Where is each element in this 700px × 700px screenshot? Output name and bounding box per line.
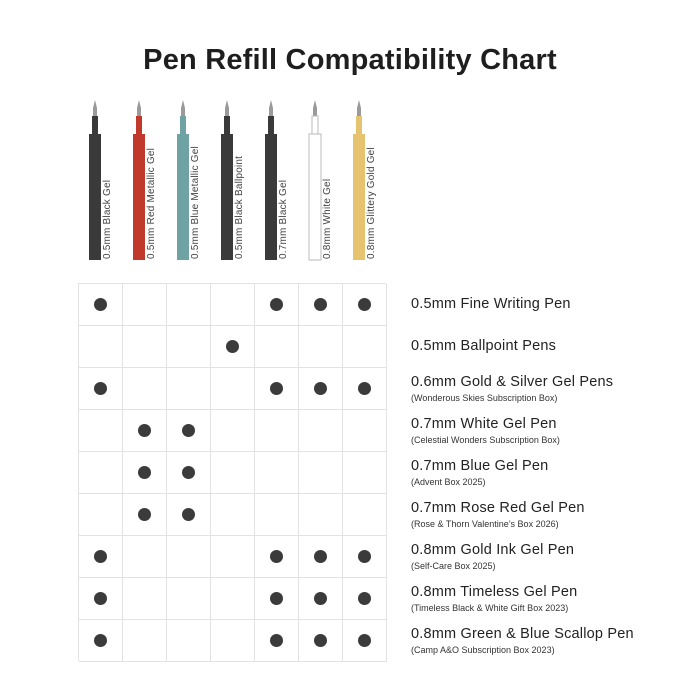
pen-row-label [411, 500, 696, 529]
refill-label: 0.7mm Black Gel [278, 179, 289, 259]
grid-cell [211, 578, 255, 620]
refill-body [353, 134, 365, 260]
compatible-dot [138, 508, 151, 521]
grid-cell [79, 452, 123, 494]
refill-4 [212, 100, 256, 270]
refill-7 [344, 100, 388, 270]
grid-cell [211, 494, 255, 536]
refill-illustration [132, 100, 146, 265]
pen-name: 0.8mm Green & Blue Scallop Pen [411, 625, 634, 642]
grid-cell [343, 284, 387, 326]
grid-cell [79, 368, 123, 410]
compatible-dot [314, 382, 327, 395]
refill-illustration [352, 100, 366, 265]
refill-tip [313, 100, 317, 116]
pen-name: 0.5mm Ballpoint Pens [411, 338, 557, 354]
compatible-dot [94, 382, 107, 395]
refill-neck [92, 116, 98, 134]
refill-6 [300, 100, 344, 270]
pen-name: 0.7mm Rose Red Gel Pen [411, 499, 585, 516]
grid-cell [79, 578, 123, 620]
pen-name: 0.7mm White Gel Pen [411, 415, 557, 432]
refill-body [265, 134, 277, 260]
compatible-dot [94, 592, 107, 605]
compatible-dot [314, 298, 327, 311]
refill-label: 0.5mm Blue Metallic Gel [190, 146, 201, 259]
compatible-dot [270, 592, 283, 605]
grid-cell [255, 368, 299, 410]
refill-body [221, 134, 233, 260]
grid-cell [255, 452, 299, 494]
grid-cell [123, 536, 167, 578]
grid-cell [123, 284, 167, 326]
refill-illustration [220, 100, 234, 265]
refill-tip [357, 100, 361, 116]
compatible-dot [270, 382, 283, 395]
compatible-dot [314, 550, 327, 563]
compatible-dot [182, 424, 195, 437]
compatible-dot [314, 592, 327, 605]
grid-cell [123, 452, 167, 494]
pen-source-box: (Camp A&O Subscription Box 2023) [411, 644, 555, 655]
refill-label: 0.8mm White Gel [322, 178, 333, 259]
compatible-dot [94, 550, 107, 563]
grid-cell [79, 410, 123, 452]
pen-name: 0.5mm Fine Writing Pen [411, 296, 571, 312]
grid-cell [79, 620, 123, 662]
compatible-dot [358, 634, 371, 647]
refill-neck [136, 116, 142, 134]
grid-cell [79, 284, 123, 326]
pen-row-label [411, 626, 696, 655]
refill-body [133, 134, 145, 260]
pen-name: 0.8mm Gold Ink Gel Pen [411, 541, 575, 558]
grid-cell [211, 410, 255, 452]
refill-3 [168, 100, 212, 270]
pen-row-label [411, 542, 696, 571]
grid-cell [255, 620, 299, 662]
grid-cell [123, 494, 167, 536]
grid-cell [299, 620, 343, 662]
compatible-dot [94, 634, 107, 647]
refill-label: 0.5mm Red Metallic Gel [146, 147, 157, 259]
refill-body [177, 134, 189, 260]
grid-cell [255, 578, 299, 620]
refill-1 [80, 100, 124, 270]
grid-cell [79, 536, 123, 578]
refill-label: 0.8mm Glittery Gold Gel [366, 147, 377, 259]
grid-cell [343, 620, 387, 662]
pen-source-box: (Wonderous Skies Subscription Box) [411, 392, 558, 403]
grid-cell [299, 326, 343, 368]
refill-tip [225, 100, 229, 116]
grid-cell [255, 326, 299, 368]
grid-cell [299, 410, 343, 452]
grid-cell [123, 578, 167, 620]
grid-cell [167, 494, 211, 536]
grid-cell [211, 368, 255, 410]
refill-body [89, 134, 101, 260]
grid-cell [343, 578, 387, 620]
refill-illustration [264, 100, 278, 265]
pen-row-label [411, 458, 696, 487]
grid-cell [299, 494, 343, 536]
refill-neck [180, 116, 186, 134]
pen-row-label [411, 296, 696, 312]
grid-cell [167, 368, 211, 410]
refill-illustration [176, 100, 190, 265]
pen-source-box: (Timeless Black & White Gift Box 2023) [411, 602, 569, 613]
refill-illustration [308, 100, 322, 265]
refill-body [309, 134, 321, 260]
compatible-dot [270, 550, 283, 563]
grid-cell [299, 368, 343, 410]
compatible-dot [270, 634, 283, 647]
pen-source-box: (Rose & Thorn Valentine’s Box 2026) [411, 518, 559, 529]
grid-cell [211, 284, 255, 326]
grid-cell [167, 452, 211, 494]
refill-5 [256, 100, 300, 270]
refill-neck [268, 116, 274, 134]
pen-source-box: (Advent Box 2025) [411, 476, 486, 487]
pen-name: 0.7mm Blue Gel Pen [411, 457, 549, 474]
pen-source-box: (Self-Care Box 2025) [411, 560, 496, 571]
grid-cell [299, 284, 343, 326]
refill-illustration [88, 100, 102, 265]
grid-cell [167, 620, 211, 662]
compatible-dot [226, 340, 239, 353]
grid-cell [255, 536, 299, 578]
compatible-dot [358, 298, 371, 311]
pen-row-label [411, 374, 696, 403]
grid-cell [343, 494, 387, 536]
compatible-dot [358, 592, 371, 605]
grid-cell [167, 578, 211, 620]
compatible-dot [138, 466, 151, 479]
grid-cell [211, 452, 255, 494]
compatible-dot [358, 382, 371, 395]
grid-cell [255, 284, 299, 326]
grid-cell [123, 410, 167, 452]
grid-cell [79, 494, 123, 536]
refill-tip [137, 100, 141, 116]
refill-2 [124, 100, 168, 270]
grid-cell [343, 536, 387, 578]
grid-cell [167, 326, 211, 368]
compatible-dot [270, 298, 283, 311]
pen-name: 0.8mm Timeless Gel Pen [411, 583, 578, 600]
refill-label: 0.5mm Black Gel [102, 179, 113, 259]
grid-cell [343, 326, 387, 368]
grid-cell [123, 620, 167, 662]
compatible-dot [182, 466, 195, 479]
grid-cell [211, 536, 255, 578]
compatible-dot [182, 508, 195, 521]
grid-cell [167, 536, 211, 578]
grid-cell [299, 452, 343, 494]
grid-cell [79, 326, 123, 368]
grid-cell [255, 494, 299, 536]
grid-cell [343, 410, 387, 452]
refill-tip [269, 100, 273, 116]
compatible-dot [138, 424, 151, 437]
grid-cell [123, 326, 167, 368]
pen-name: 0.6mm Gold & Silver Gel Pens [411, 373, 614, 390]
grid-cell [211, 620, 255, 662]
grid-cell [167, 284, 211, 326]
refill-tip [181, 100, 185, 116]
grid-cell [255, 410, 299, 452]
compatibility-grid [78, 283, 386, 661]
refill-tip [93, 100, 97, 116]
refill-header-row [0, 100, 700, 270]
grid-cell [343, 368, 387, 410]
grid-cell [167, 410, 211, 452]
grid-cell [299, 578, 343, 620]
grid-cell [211, 326, 255, 368]
compatible-dot [358, 550, 371, 563]
grid-cell [343, 452, 387, 494]
grid-cell [123, 368, 167, 410]
refill-neck [224, 116, 230, 134]
compatible-dot [94, 298, 107, 311]
refill-neck [356, 116, 362, 134]
chart-title: Pen Refill Compatibility Chart [143, 44, 557, 76]
pen-row-label [411, 584, 696, 613]
compatible-dot [314, 634, 327, 647]
pen-row-label [411, 416, 696, 445]
grid-cell [299, 536, 343, 578]
pen-row-label [411, 338, 696, 354]
pen-source-box: (Celestial Wonders Subscription Box) [411, 434, 560, 445]
refill-label: 0.5mm Black Ballpoint [234, 155, 245, 259]
refill-neck [312, 116, 318, 134]
